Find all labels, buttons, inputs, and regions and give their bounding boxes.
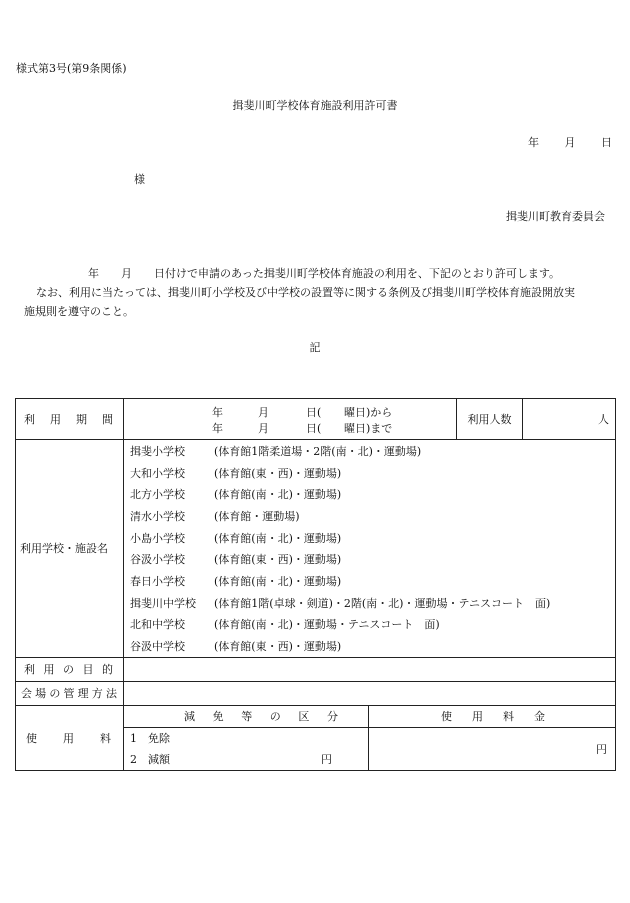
date-month: 月: [564, 136, 576, 149]
permit-table: [15, 398, 616, 771]
purpose-label: 利 用 の 目 的: [16, 657, 124, 681]
fee-amount-value[interactable]: [369, 727, 616, 770]
school-item[interactable]: 揖斐川中学校 (体育館1階(卓球・剣道)・2階(南・北)・運動場・テニスコート 面): [130, 596, 551, 610]
body-month: 月: [121, 267, 132, 280]
school-item[interactable]: 春日小学校 (体育館(南・北)・運動場): [130, 574, 342, 588]
management-label: 会 場 の 管 理 方 法: [16, 681, 124, 705]
reduction-options: [124, 727, 369, 770]
school-item[interactable]: 谷汲中学校 (体育館(東・西)・運動場): [130, 640, 342, 654]
option-reduction[interactable]: 2 減額 円: [130, 752, 332, 767]
addressee-suffix: 様: [134, 173, 145, 186]
issue-date: [528, 134, 612, 150]
body-line-1-rest: 日付けで申請のあった揖斐川町学校体育施設の利用を、下記のとおり許可します。: [154, 267, 561, 280]
participant-count-unit: 人: [598, 413, 609, 426]
purpose-row: [16, 657, 616, 681]
fee-label: 使 用 料: [16, 705, 124, 770]
fee-amount-header: 使 用 料 金: [369, 705, 616, 727]
participant-count-value[interactable]: [523, 399, 616, 440]
management-value[interactable]: [124, 681, 616, 705]
school-item[interactable]: 揖斐小学校 (体育館1階柔道場・2階(南・北)・運動場): [130, 444, 422, 458]
management-row: [16, 681, 616, 705]
document-title: 揖斐川町学校体育施設利用許可書: [232, 99, 398, 112]
purpose-value[interactable]: [124, 657, 616, 681]
ki-heading: 記: [309, 341, 321, 354]
school-item[interactable]: 小島小学校 (体育館(南・北)・運動場): [130, 531, 342, 545]
school-item[interactable]: 北方小学校 (体育館(南・北)・運動場): [130, 488, 342, 502]
schools-list[interactable]: [124, 440, 616, 658]
school-item[interactable]: 清水小学校 (体育館・運動場): [130, 509, 300, 523]
school-item[interactable]: 大和小学校 (体育館(東・西)・運動場): [130, 466, 342, 480]
schools-label: 利用学校・施設名: [16, 440, 124, 658]
reduction-yen-unit: 円: [321, 753, 332, 767]
date-year: 年: [528, 136, 539, 149]
form-number: 様式第3号(第9条関係): [16, 62, 127, 75]
reduction-header: 減 免 等 の 区 分: [124, 705, 369, 727]
fee-yen-unit: 円: [596, 742, 607, 756]
body-line-2: なお、利用に当たっては、揖斐川町小学校及び中学校の設置等に関する条例及び揖斐川町学校体育施設開放実: [36, 286, 575, 299]
body-year: 年: [88, 267, 99, 280]
period-row: [16, 399, 616, 440]
option-exemption[interactable]: 1 免除: [130, 731, 170, 746]
fee-header-row: [16, 705, 616, 727]
participant-count-label: 利用人数: [457, 399, 523, 440]
period-value[interactable]: 年 月 日( 曜日)から 年 月 日( 曜日)まで: [124, 399, 457, 440]
schools-row: [16, 440, 616, 658]
body-line-1: [88, 265, 560, 281]
date-day: 日: [601, 136, 612, 149]
body-line-3: 施規則を遵守のこと。: [24, 305, 134, 318]
period-label: 利 用 期 間: [16, 399, 124, 440]
school-item[interactable]: 北和中学校 (体育館(南・北)・運動場・テニスコート 面): [130, 618, 440, 632]
issuer-name: 揖斐川町教育委員会: [506, 210, 605, 223]
school-item[interactable]: 谷汲小学校 (体育館(東・西)・運動場): [130, 553, 342, 567]
